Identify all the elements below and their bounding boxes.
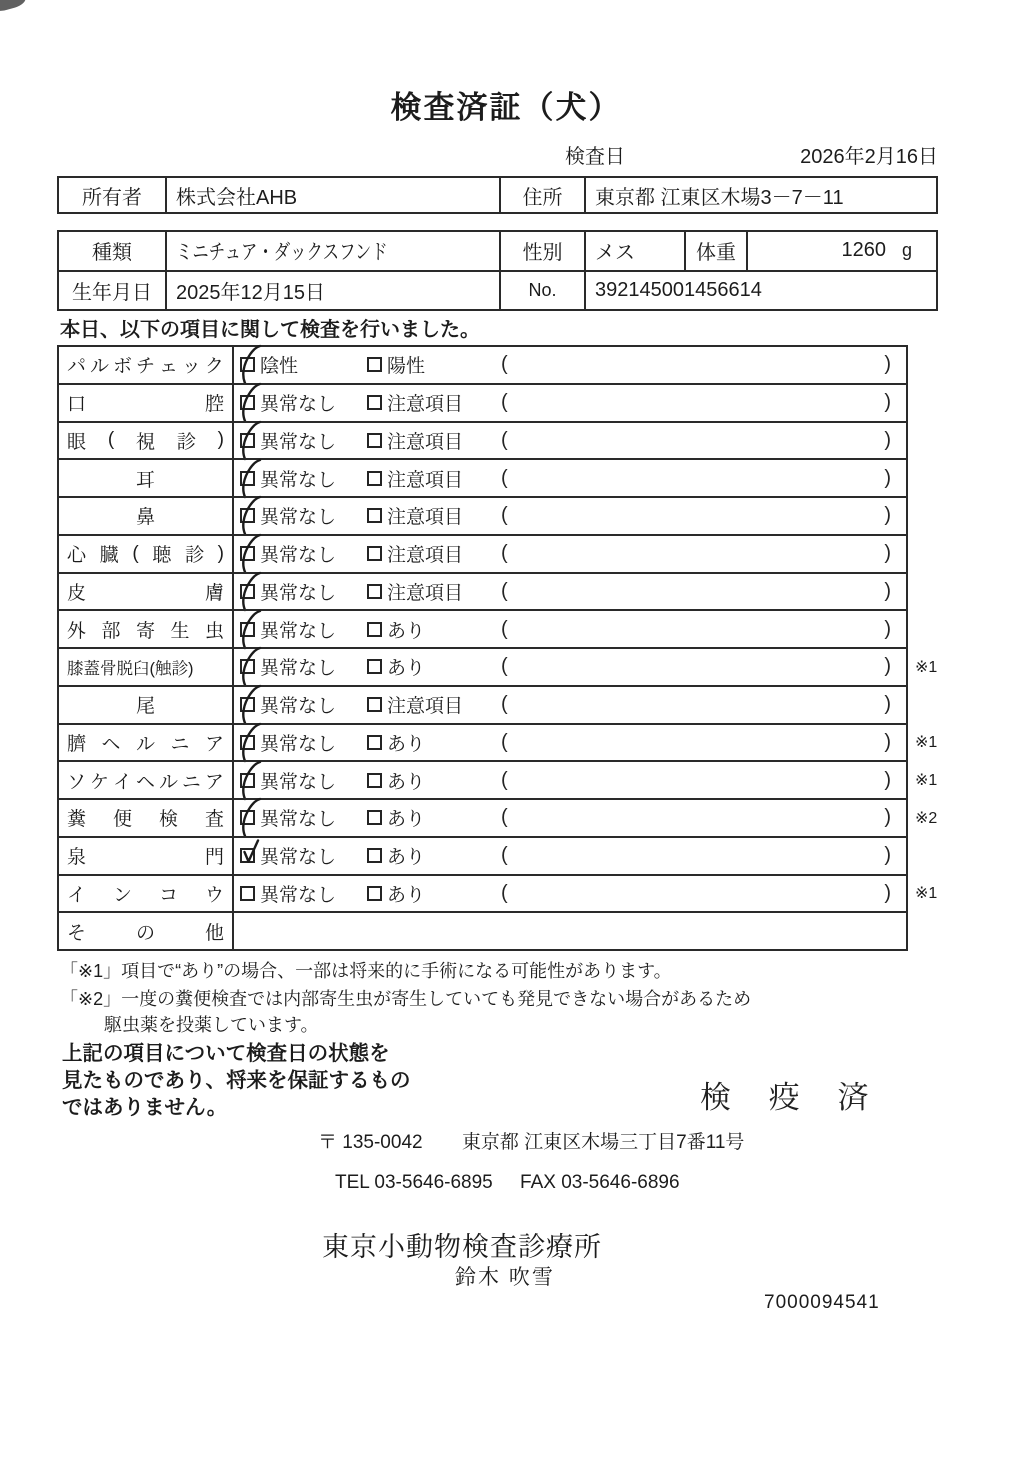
number-label: No. — [501, 272, 586, 310]
scan-artifact — [0, 0, 27, 13]
findings-field — [501, 618, 891, 641]
exam-item-label: 臍 ヘ ル ニ ア — [59, 725, 234, 761]
paren-close: ) — [884, 542, 891, 565]
exam-item-label: 鼻 — [59, 498, 234, 534]
paren-open: ( — [501, 768, 508, 791]
paren-open: ( — [501, 466, 508, 489]
exam-item-label: 耳 — [59, 460, 234, 496]
checkbox-primary[interactable] — [240, 508, 255, 523]
result-option-secondary — [367, 804, 501, 831]
findings-field — [501, 731, 891, 754]
disclaimer-line: 見たものであり、将来を保証するもの — [62, 1069, 411, 1092]
number-value: 392145001456614 — [595, 278, 762, 301]
checkbox-secondary[interactable] — [367, 471, 382, 486]
exam-row — [59, 760, 938, 798]
checkbox-primary[interactable] — [240, 433, 255, 448]
checkbox-primary[interactable] — [240, 584, 255, 599]
exam-item-label: 眼 ( 視 診 ) — [59, 423, 234, 459]
option-secondary-label: 注意項目 — [387, 696, 464, 718]
option-secondary-label: 注意項目 — [387, 469, 464, 491]
exam-item-label: 皮 膚 — [59, 574, 234, 610]
exam-result-cell — [234, 876, 906, 912]
weight-value: 1260 — [841, 239, 886, 262]
checkbox-primary[interactable] — [240, 357, 255, 372]
exam-row — [59, 723, 938, 761]
paren-open: ( — [501, 353, 508, 376]
exam-item-label: イ ン コ ウ — [59, 876, 234, 912]
exam-row — [59, 572, 906, 610]
result-option-primary — [240, 880, 367, 907]
option-secondary-label: 陽性 — [387, 356, 426, 378]
veterinarian-name: 鈴木 吹雪 — [455, 1266, 555, 1289]
result-option-secondary — [367, 540, 501, 567]
result-option-primary — [240, 540, 367, 567]
exam-result-cell — [234, 460, 906, 496]
checkbox-secondary[interactable] — [367, 810, 382, 825]
exam-row — [59, 383, 906, 421]
checkbox-secondary[interactable] — [367, 848, 382, 863]
exam-result-cell — [234, 347, 906, 383]
result-option-primary — [240, 653, 367, 680]
option-primary-label: 異常なし — [260, 582, 337, 604]
result-option-secondary — [367, 842, 501, 869]
exam-result-cell — [234, 800, 906, 836]
exam-item-label: 膝蓋骨脱臼(触診) — [59, 649, 234, 685]
result-option-primary — [240, 616, 367, 643]
disclaimer — [62, 1040, 411, 1121]
exam-item-label: 糞 便 検 査 — [59, 800, 234, 836]
footnote-1: 「※1」項目で“あり”の場合、一部は将来的に手術になる可能性があります。 — [60, 961, 672, 981]
clinic-fax: FAX 03-5646-6896 — [520, 1172, 680, 1193]
birthdate-value: 2025年12月15日 — [167, 272, 501, 310]
checkbox-secondary[interactable] — [367, 659, 382, 674]
checkbox-primary[interactable] — [240, 546, 255, 561]
clinic-postal-line — [318, 1127, 744, 1154]
address-label: 住所 — [501, 178, 586, 212]
checkbox-secondary[interactable] — [367, 886, 382, 901]
result-option-secondary — [367, 389, 501, 416]
checkbox-primary[interactable] — [240, 471, 255, 486]
option-primary-label: 異常なし — [260, 620, 337, 642]
exam-item-label: 心 臓 ( 聴 診 ) — [59, 536, 234, 572]
paren-close: ) — [884, 579, 891, 602]
findings-field — [501, 806, 891, 829]
result-option-secondary — [367, 653, 501, 680]
checkbox-secondary[interactable] — [367, 433, 382, 448]
option-primary-label: 異常なし — [260, 771, 337, 793]
paren-open: ( — [501, 579, 508, 602]
result-option-primary — [240, 691, 367, 718]
checkbox-primary[interactable] — [240, 395, 255, 410]
result-option-primary — [240, 502, 367, 529]
exam-result-cell — [234, 838, 906, 874]
result-option-primary — [240, 729, 367, 756]
option-primary-label: 異常なし — [260, 394, 337, 416]
breed-label: 種類 — [59, 232, 167, 270]
paren-open: ( — [501, 881, 508, 904]
checkbox-secondary[interactable] — [367, 622, 382, 637]
exam-result-cell — [234, 687, 906, 723]
weight-unit: g — [901, 240, 912, 261]
remark-note: ※1 — [915, 658, 938, 676]
option-secondary-label: あり — [387, 884, 426, 906]
footnote-2: 「※2」一度の糞便検査では内部寄生虫が寄生していても発見できない場合があるため — [60, 989, 752, 1009]
option-secondary-label: 注意項目 — [387, 545, 464, 567]
paren-close: ) — [884, 353, 891, 376]
option-secondary-label: 注意項目 — [387, 582, 464, 604]
option-secondary-label: あり — [387, 809, 426, 831]
result-option-secondary — [367, 880, 501, 907]
result-option-primary — [240, 767, 367, 794]
exam-item-label: ソ ケ イ ヘ ル ニ ア — [59, 762, 234, 798]
weight-label: 体重 — [686, 232, 748, 270]
result-option-primary — [240, 351, 367, 378]
option-secondary-label: あり — [387, 847, 426, 869]
option-primary-label: 異常なし — [260, 847, 337, 869]
checkbox-primary[interactable] — [240, 659, 255, 674]
paren-close: ) — [884, 730, 891, 753]
exam-row — [59, 874, 938, 912]
paren-open: ( — [501, 693, 508, 716]
option-secondary-label: あり — [387, 771, 426, 793]
paren-close: ) — [884, 806, 891, 829]
paren-open: ( — [501, 730, 508, 753]
checkbox-secondary[interactable] — [367, 508, 382, 523]
option-secondary-label: 注意項目 — [387, 394, 464, 416]
clinic-tel: TEL 03-5646-6895 — [335, 1172, 493, 1193]
result-option-secondary — [367, 616, 501, 643]
paren-close: ) — [884, 881, 891, 904]
weight-value-cell — [748, 232, 936, 270]
paren-open: ( — [501, 844, 508, 867]
option-primary-label: 異常なし — [260, 658, 337, 680]
exam-row — [59, 421, 906, 459]
checkbox-primary[interactable] — [240, 697, 255, 712]
exam-result-cell — [234, 762, 906, 798]
paren-close: ) — [884, 768, 891, 791]
exam-result-cell — [234, 498, 906, 534]
option-primary-label: 異常なし — [260, 809, 337, 831]
result-option-secondary — [367, 767, 501, 794]
paren-close: ) — [884, 693, 891, 716]
checkbox-secondary[interactable] — [367, 584, 382, 599]
exam-row — [59, 911, 906, 949]
exam-row — [59, 647, 938, 685]
findings-field — [501, 769, 891, 792]
result-option-secondary — [367, 691, 501, 718]
owner-value: 株式会社AHB — [167, 178, 501, 212]
paren-close: ) — [884, 504, 891, 527]
option-primary-label: 異常なし — [260, 696, 337, 718]
breed-value: ミニチュア・ダックスフンド — [167, 232, 501, 270]
remark-note: ※1 — [915, 885, 938, 903]
remark-note: ※1 — [915, 772, 938, 790]
pet-info-table — [57, 230, 938, 311]
exam-result-cell — [234, 536, 906, 572]
checkbox-primary[interactable] — [240, 735, 255, 750]
postal-code: 〒 135-0042 — [318, 1132, 423, 1153]
remark-note: ※2 — [915, 809, 938, 827]
findings-field — [501, 693, 891, 716]
exam-result-cell — [234, 649, 906, 685]
paren-open: ( — [501, 806, 508, 829]
exam-result-cell — [234, 423, 906, 459]
clinic-address: 東京都 江東区木場三丁目7番11号 — [461, 1132, 745, 1153]
checkbox-primary[interactable] — [240, 848, 255, 863]
findings-field — [501, 844, 891, 867]
result-option-primary — [240, 804, 367, 831]
inspection-date-label: 検査日 — [565, 146, 625, 168]
result-option-secondary — [367, 502, 501, 529]
exam-item-label: 尾 — [59, 687, 234, 723]
option-primary-label: 異常なし — [260, 545, 337, 567]
paren-close: ) — [884, 617, 891, 640]
option-primary-label: 異常なし — [260, 884, 337, 906]
exam-row — [59, 609, 906, 647]
quarantine-stamp: 検 疫 済 — [700, 1080, 884, 1115]
paren-open: ( — [501, 391, 508, 414]
sex-label: 性別 — [501, 232, 586, 270]
paren-close: ) — [884, 655, 891, 678]
inspection-date-value: 2026年2月16日 — [800, 146, 938, 168]
document-number: 7000094541 — [764, 1292, 880, 1313]
disclaimer-line: 上記の項目について検査日の状態を — [62, 1042, 390, 1065]
findings-field — [501, 467, 891, 490]
result-option-primary — [240, 842, 367, 869]
disclaimer-line: ではありません。 — [62, 1096, 228, 1119]
exam-item-label: 泉 門 — [59, 838, 234, 874]
checkbox-primary[interactable] — [240, 810, 255, 825]
paren-close: ) — [884, 466, 891, 489]
findings-field — [501, 882, 891, 905]
checkbox-secondary[interactable] — [367, 735, 382, 750]
paren-open: ( — [501, 542, 508, 565]
exam-row — [59, 534, 906, 572]
option-primary-label: 異常なし — [260, 469, 337, 491]
checkbox-secondary[interactable] — [367, 773, 382, 788]
exam-row — [59, 798, 938, 836]
inspection-date-row — [565, 140, 938, 169]
option-primary-label: 異常なし — [260, 733, 337, 755]
findings-field — [501, 580, 891, 603]
clinic-name: 東京小動物検査診療所 — [322, 1232, 602, 1262]
exam-result-cell — [234, 385, 906, 421]
checkbox-primary[interactable] — [240, 622, 255, 637]
exam-table — [57, 345, 938, 951]
owner-table — [57, 176, 938, 214]
findings-field — [501, 353, 891, 376]
exam-row — [59, 685, 906, 723]
checkbox-primary[interactable] — [240, 886, 255, 901]
findings-field — [501, 542, 891, 565]
exam-item-label: 口 腔 — [59, 385, 234, 421]
result-option-secondary — [367, 729, 501, 756]
result-option-secondary — [367, 465, 501, 492]
paren-close: ) — [884, 844, 891, 867]
checkbox-secondary[interactable] — [367, 395, 382, 410]
paren-open: ( — [501, 617, 508, 640]
findings-field — [501, 391, 891, 414]
footnote-2-continued: 駆虫薬を投薬しています。 — [104, 1015, 319, 1035]
option-secondary-label: 注意項目 — [387, 507, 464, 529]
paren-close: ) — [884, 428, 891, 451]
findings-field — [501, 504, 891, 527]
result-option-primary — [240, 389, 367, 416]
option-primary-label: 陰性 — [260, 356, 299, 378]
paren-open: ( — [501, 428, 508, 451]
option-secondary-label: 注意項目 — [387, 431, 464, 453]
exam-result-cell — [234, 913, 906, 949]
result-option-secondary — [367, 427, 501, 454]
sex-value: メス — [586, 232, 686, 270]
exam-item-label: パ ル ボ チ ェ ッ ク — [59, 347, 234, 383]
findings-field — [501, 429, 891, 452]
exam-result-cell — [234, 611, 906, 647]
owner-label: 所有者 — [59, 178, 167, 212]
result-option-secondary — [367, 351, 501, 378]
result-option-primary — [240, 578, 367, 605]
exam-row — [59, 458, 906, 496]
exam-row — [59, 836, 906, 874]
result-option-primary — [240, 465, 367, 492]
address-value: 東京都 江東区木場3－7－11 — [595, 186, 844, 209]
paren-open: ( — [501, 655, 508, 678]
option-primary-label: 異常なし — [260, 431, 337, 453]
checkbox-secondary[interactable] — [367, 697, 382, 712]
remark-note: ※1 — [915, 734, 938, 752]
checkbox-secondary[interactable] — [367, 357, 382, 372]
exam-result-cell — [234, 725, 906, 761]
option-secondary-label: あり — [387, 658, 426, 680]
result-option-secondary — [367, 578, 501, 605]
paren-open: ( — [501, 504, 508, 527]
findings-field — [501, 655, 891, 678]
exam-result-cell — [234, 574, 906, 610]
paren-close: ) — [884, 391, 891, 414]
birthdate-label: 生年月日 — [59, 272, 167, 310]
exam-item-label: そ の 他 — [59, 913, 234, 949]
checkbox-primary[interactable] — [240, 773, 255, 788]
exam-row — [59, 496, 906, 534]
checkbox-secondary[interactable] — [367, 546, 382, 561]
option-secondary-label: あり — [387, 733, 426, 755]
page-title: 検査済証（犬） — [390, 90, 622, 125]
intro-sentence: 本日、以下の項目に関して検査を行いました。 — [60, 319, 480, 341]
clinic-tel-line — [335, 1172, 680, 1194]
result-option-primary — [240, 427, 367, 454]
option-secondary-label: あり — [387, 620, 426, 642]
option-primary-label: 異常なし — [260, 507, 337, 529]
exam-item-label: 外 部 寄 生 虫 — [59, 611, 234, 647]
exam-row — [59, 347, 906, 383]
